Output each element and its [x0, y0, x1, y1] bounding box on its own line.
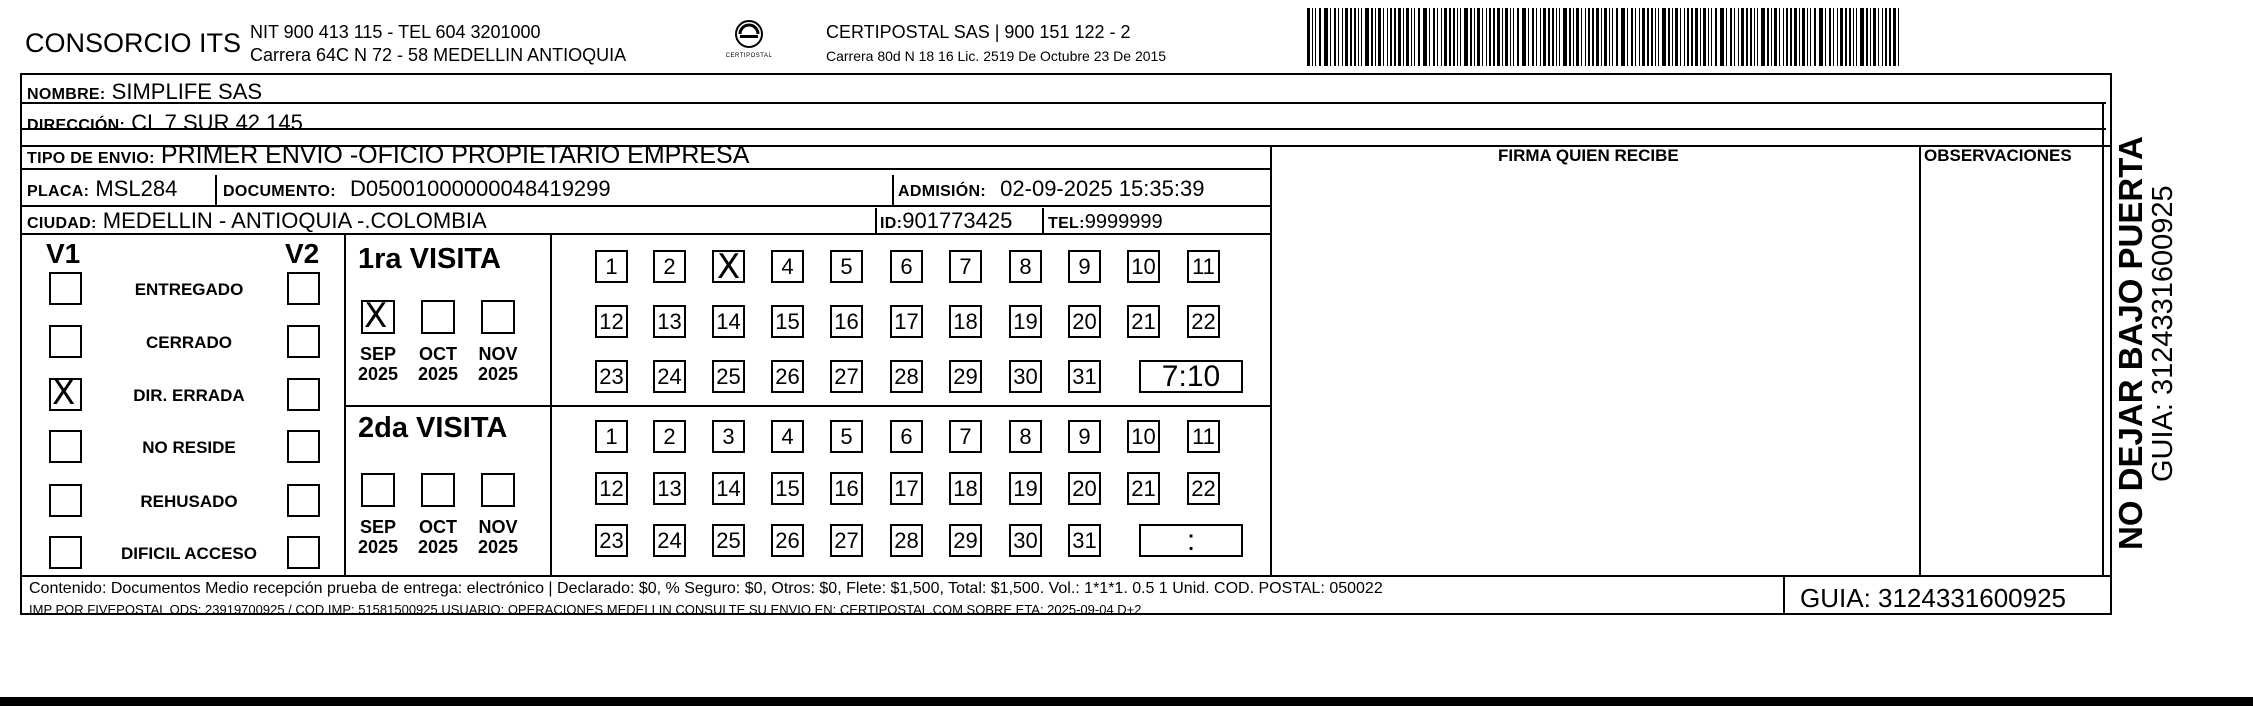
visit2-day-3[interactable]: 3: [712, 420, 745, 453]
v1-check-mark: X: [52, 373, 76, 413]
visit2-day-20[interactable]: 20: [1068, 472, 1101, 505]
visit2-day-9[interactable]: 9: [1068, 420, 1101, 453]
visit2-day-27[interactable]: 27: [830, 524, 863, 557]
direccion-label: DIRECCIÓN:: [27, 117, 126, 134]
placa-label: PLACA:: [27, 183, 90, 200]
visit2-day-6[interactable]: 6: [890, 420, 923, 453]
direccion-row: [27, 110, 303, 136]
visit2-day-5[interactable]: 5: [830, 420, 863, 453]
visit1-day-6[interactable]: 6: [890, 250, 923, 283]
ciudad-label: CIUDAD:: [27, 215, 97, 232]
footer-contenido: Contenido: Documentos Medio recepción prueba de entrega: electrónico | Declarado: $0, % Seguro: $0, Otros: $0, Flete: $1,500, Total: $1,500. Vol.: 1*1*1. 0.5 1 Unid. COD. POSTAL: 050022: [29, 580, 1383, 597]
visit2-title: 2da VISITA: [358, 412, 508, 444]
visit2-day-10[interactable]: 10: [1127, 420, 1160, 453]
visit2-day-25[interactable]: 25: [712, 524, 745, 557]
v1-checkbox[interactable]: [49, 430, 82, 463]
v2-checkbox[interactable]: [287, 484, 320, 517]
tipo-envio-value: PRIMER ENVIO -OFICIO PROPIETARIO EMPRESA: [160, 141, 750, 169]
visit1-day-15[interactable]: 15: [771, 305, 804, 338]
visit2-day-24[interactable]: 24: [653, 524, 686, 557]
visit2-day-11[interactable]: 11: [1187, 420, 1220, 453]
visit1-day-5[interactable]: 5: [830, 250, 863, 283]
visit1-day-21[interactable]: 21: [1127, 305, 1160, 338]
direccion-value: CL 7 SUR 42 145: [131, 110, 303, 135]
ciudad-value: MEDELLIN - ANTIOQUIA -.COLOMBIA: [102, 208, 487, 233]
visit2-month-box[interactable]: [421, 473, 455, 507]
carrier-name: CERTIPOSTAL SAS | 900 151 122 - 2: [826, 22, 1131, 42]
visit1-title: 1ra VISITA: [358, 243, 501, 275]
visit2-day-18[interactable]: 18: [949, 472, 982, 505]
carrier-address: Carrera 80d N 18 16 Lic. 2519 De Octubre 23 De 2015: [826, 48, 1167, 64]
visit1-day-20[interactable]: 20: [1068, 305, 1101, 338]
visit2-day-26[interactable]: 26: [771, 524, 804, 557]
visit2-year-label: 2025: [357, 537, 399, 557]
ciudad-row: [27, 208, 487, 234]
visit1-month-label: SEP: [359, 344, 397, 364]
visit1-day-7[interactable]: 7: [949, 250, 982, 283]
footer-imp: IMP POR FIVEPOSTAL ODS: 23919700925 / COD.IMP: 51581500925 USUARIO: OPERACIONES MEDELLIN CONSULTE SU ENVIO EN: CERTIPOSTAL.COM SOBRE ETA: 2025-09-04 D+2: [29, 602, 1142, 617]
visit2-day-4[interactable]: 4: [771, 420, 804, 453]
v2-checkbox[interactable]: [287, 325, 320, 358]
visit2-day-14[interactable]: 14: [712, 472, 745, 505]
visit1-day-31[interactable]: 31: [1068, 360, 1101, 393]
visit1-day-14[interactable]: 14: [712, 305, 745, 338]
visit1-day-27[interactable]: 27: [830, 360, 863, 393]
tipo-envio-row: [27, 141, 749, 170]
visit2-day-15[interactable]: 15: [771, 472, 804, 505]
visit1-day-11[interactable]: 11: [1187, 250, 1220, 283]
id-label: ID:: [880, 215, 903, 232]
id-value: 901773425: [902, 208, 1013, 233]
visit2-day-12[interactable]: 12: [595, 472, 628, 505]
visit1-year-label: 2025: [417, 364, 459, 384]
visit2-day-8[interactable]: 8: [1009, 420, 1042, 453]
tel-row: [1048, 208, 1163, 234]
certipostal-logo: CERTIPOSTAL: [718, 18, 780, 66]
visit2-day-30[interactable]: 30: [1009, 524, 1042, 557]
tel-value: 9999999: [1084, 211, 1163, 233]
visit1-day-24[interactable]: 24: [653, 360, 686, 393]
v2-checkbox[interactable]: [287, 378, 320, 411]
tipo-envio-label: TIPO DE ENVIO:: [27, 150, 155, 167]
visit1-day-23[interactable]: 23: [595, 360, 628, 393]
visit1-day-12[interactable]: 12: [595, 305, 628, 338]
v1-checkbox[interactable]: [49, 272, 82, 305]
visit1-month-label: NOV: [478, 344, 518, 364]
v1-checkbox[interactable]: [49, 325, 82, 358]
visit1-day-17[interactable]: 17: [890, 305, 923, 338]
visit2-day-2[interactable]: 2: [653, 420, 686, 453]
visit2-day-17[interactable]: 17: [890, 472, 923, 505]
visit1-day-18[interactable]: 18: [949, 305, 982, 338]
visit1-day-30[interactable]: 30: [1009, 360, 1042, 393]
visit2-year-label: 2025: [477, 537, 519, 557]
barcode: [1307, 8, 1903, 66]
v2-checkbox[interactable]: [287, 272, 320, 305]
v2-checkbox[interactable]: [287, 536, 320, 569]
visit1-year-label: 2025: [357, 364, 399, 384]
id-row: [880, 208, 1012, 234]
visit2-year-label: 2025: [417, 537, 459, 557]
visit1-month-box[interactable]: [481, 300, 515, 334]
visit2-time-box[interactable]: :: [1139, 524, 1243, 557]
visit2-month-label: OCT: [419, 517, 457, 537]
v1-checkbox[interactable]: [49, 484, 82, 517]
visit1-year-label: 2025: [477, 364, 519, 384]
visit1-day-28[interactable]: 28: [890, 360, 923, 393]
visit1-day-19[interactable]: 19: [1009, 305, 1042, 338]
v2-checkbox[interactable]: [287, 430, 320, 463]
status-label-1: CERRADO: [146, 333, 232, 352]
side-warning: NO DEJAR BAJO PUERTA: [2112, 136, 2149, 550]
documento-value: D05001000000048419299: [350, 176, 611, 201]
visit1-day-check-mark: X: [716, 246, 741, 287]
placa-row: [27, 176, 177, 202]
visit2-day-21[interactable]: 21: [1127, 472, 1160, 505]
visit1-day-25[interactable]: 25: [712, 360, 745, 393]
visit2-day-7[interactable]: 7: [949, 420, 982, 453]
status-label-3: NO RESIDE: [142, 438, 236, 457]
visit1-day-8[interactable]: 8: [1009, 250, 1042, 283]
nombre-label: NOMBRE:: [27, 86, 106, 103]
v1-checkbox[interactable]: [49, 536, 82, 569]
visit1-time-box[interactable]: 7:10: [1139, 360, 1243, 393]
scan-edge: [0, 697, 2253, 706]
admision-value: 02-09-2025 15:35:39: [1000, 176, 1205, 201]
admision-row: [898, 176, 1204, 202]
side-guia: GUIA: 3124331600925: [2147, 185, 2179, 482]
company-name: CONSORCIO ITS: [25, 28, 242, 58]
v1-header: V1: [46, 238, 81, 269]
v2-header: V2: [285, 238, 320, 269]
status-label-5: DIFICIL ACCESO: [120, 544, 257, 563]
visit1-day-9[interactable]: 9: [1068, 250, 1101, 283]
visit2-day-31[interactable]: 31: [1068, 524, 1101, 557]
status-label-4: REHUSADO: [140, 492, 238, 511]
visit1-day-4[interactable]: 4: [771, 250, 804, 283]
visit1-day-22[interactable]: 22: [1187, 305, 1220, 338]
visit1-day-26[interactable]: 26: [771, 360, 804, 393]
visit2-day-22[interactable]: 22: [1187, 472, 1220, 505]
status-label-2: DIR. ERRADA: [133, 386, 245, 405]
footer-guia: GUIA: 3124331600925: [1800, 583, 2066, 613]
visit2-day-29[interactable]: 29: [949, 524, 982, 557]
visit1-day-29[interactable]: 29: [949, 360, 982, 393]
nombre-row: [27, 79, 262, 105]
firma-header: FIRMA QUIEN RECIBE: [1498, 146, 1679, 165]
nombre-value: SIMPLIFE SAS: [111, 79, 263, 104]
visit2-day-28[interactable]: 28: [890, 524, 923, 557]
visit2-day-23[interactable]: 23: [595, 524, 628, 557]
visit1-month-box[interactable]: [421, 300, 455, 334]
visit1-day-10[interactable]: 10: [1127, 250, 1160, 283]
visit2-day-16[interactable]: 16: [830, 472, 863, 505]
observaciones-header: OBSERVACIONES: [1924, 146, 2072, 165]
visit1-day-1[interactable]: 1: [595, 250, 628, 283]
company-address: Carrera 64C N 72 - 58 MEDELLIN ANTIOQUIA: [250, 45, 627, 65]
documento-label: DOCUMENTO:: [223, 183, 336, 200]
visit2-day-13[interactable]: 13: [653, 472, 686, 505]
visit1-day-2[interactable]: 2: [653, 250, 686, 283]
status-label-0: ENTREGADO: [134, 280, 244, 299]
visit2-month-label: SEP: [359, 517, 397, 537]
placa-value: MSL284: [95, 176, 178, 201]
visit1-month-label: OCT: [419, 344, 457, 364]
visit1-day-3[interactable]: [712, 246, 745, 287]
visit2-day-1[interactable]: 1: [595, 420, 628, 453]
visit2-day-19[interactable]: 19: [1009, 472, 1042, 505]
visit1-day-13[interactable]: 13: [653, 305, 686, 338]
admision-label: ADMISIÓN:: [898, 183, 987, 200]
visit2-month-box[interactable]: [361, 473, 395, 507]
visit2-month-label: NOV: [478, 517, 518, 537]
tel-label: TEL:: [1048, 215, 1085, 232]
visit2-month-box[interactable]: [481, 473, 515, 507]
visit1-month-check-mark: X: [364, 296, 388, 336]
documento-row: [223, 176, 611, 202]
company-nit: NIT 900 413 115 - TEL 604 3201000: [250, 22, 541, 42]
visit1-day-16[interactable]: 16: [830, 305, 863, 338]
